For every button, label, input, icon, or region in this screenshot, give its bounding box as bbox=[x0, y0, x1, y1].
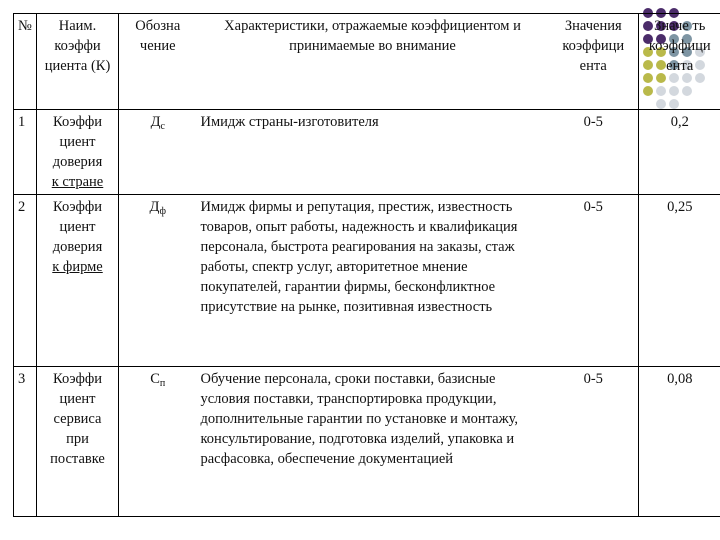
row-num: 3 bbox=[14, 367, 37, 517]
name-line: доверия bbox=[52, 239, 103, 255]
name-line: к фирме bbox=[52, 259, 103, 275]
row-value: 0,25 bbox=[639, 195, 720, 367]
row-num: 1 bbox=[14, 110, 37, 195]
row-range: 0-5 bbox=[549, 110, 639, 195]
table-row bbox=[14, 195, 720, 367]
name-line: сервиса bbox=[53, 411, 102, 427]
row-name bbox=[37, 367, 119, 517]
symbol-sub: с bbox=[160, 121, 165, 132]
row-value: 0,2 bbox=[639, 110, 720, 195]
row-symbol bbox=[119, 367, 197, 517]
symbol-main: Д bbox=[150, 114, 161, 130]
table-row bbox=[14, 110, 720, 195]
header-name: Наим. коэффи циента (К) bbox=[37, 14, 119, 110]
row-num: 2 bbox=[14, 195, 37, 367]
symbol-main: Д bbox=[149, 199, 160, 215]
name-line: доверия bbox=[52, 154, 103, 170]
row-symbol bbox=[119, 195, 197, 367]
header-range: Значения коэффици ента bbox=[549, 14, 639, 110]
row-characteristics: Имидж фирмы и репутация, престиж, известность товаров, опыт работы, надежность и квалификация персонала, быстрота реагирования на заказы, стаж работы, спектр услуг, авторитетное мнение покупателей, гарантии фирмы, бесконфликтное присутствие на рынке, позитивная известность bbox=[197, 195, 549, 367]
table-row bbox=[14, 367, 720, 517]
row-name bbox=[37, 110, 119, 195]
header-symbol: Обозна чение bbox=[119, 14, 197, 110]
row-value: 0,08 bbox=[639, 367, 720, 517]
row-characteristics: Обучение персонала, сроки поставки, базисные условия поставки, транспортировка продукции, дополнительные гарантии по установке и монтажу, консультирование, подготовка изделий, упаковка и расфасовка, обеспечение документацией bbox=[197, 367, 549, 517]
name-line: поставке bbox=[50, 451, 105, 467]
symbol-main: С bbox=[150, 371, 160, 387]
name-line: Коэффи bbox=[53, 371, 102, 387]
row-range: 0-5 bbox=[549, 367, 639, 517]
header-characteristics: Характеристики, отражаемые коэффициентом и принимаемые во внимание bbox=[197, 14, 549, 110]
name-line: к стране bbox=[51, 174, 104, 190]
symbol-sub: п bbox=[159, 378, 166, 389]
table-header-row bbox=[14, 14, 720, 110]
row-name bbox=[37, 195, 119, 367]
symbol-sub: ф bbox=[159, 206, 166, 217]
name-line: циент bbox=[59, 219, 96, 235]
header-num: № bbox=[14, 14, 37, 110]
row-symbol bbox=[119, 110, 197, 195]
header-value: Значе ть коэффици ента bbox=[639, 14, 720, 110]
coefficients-table bbox=[13, 13, 720, 517]
name-line: Коэффи bbox=[53, 114, 102, 130]
row-range: 0-5 bbox=[549, 195, 639, 367]
row-characteristics: Имидж страны-изготовителя bbox=[197, 110, 549, 195]
name-line: циент bbox=[59, 134, 96, 150]
name-line: при bbox=[66, 431, 89, 447]
name-line: циент bbox=[59, 391, 96, 407]
name-line: Коэффи bbox=[53, 199, 102, 215]
